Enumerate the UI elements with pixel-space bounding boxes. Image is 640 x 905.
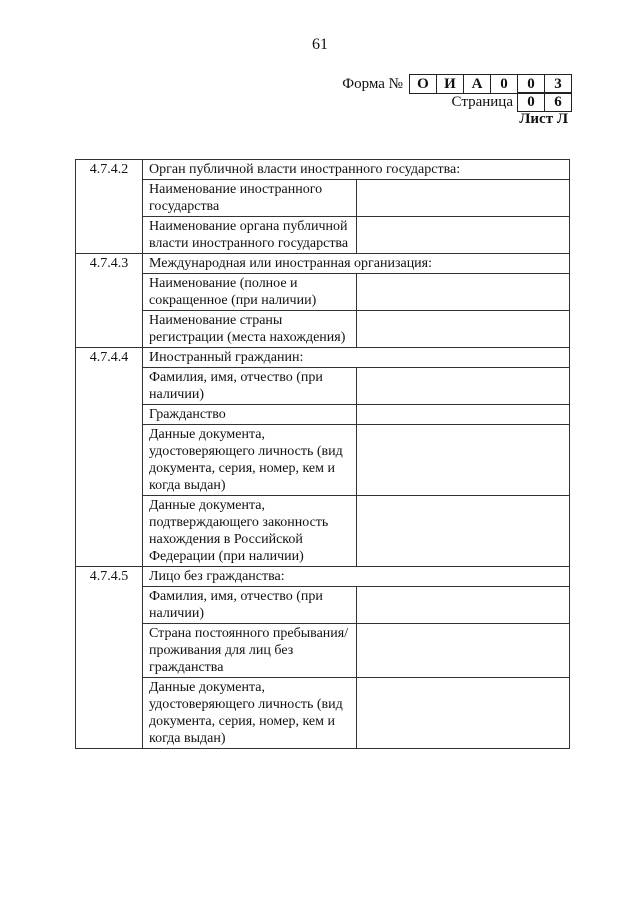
- section-heading: Международная или иностранная организация:: [143, 254, 570, 274]
- field-label: Фамилия, имя, отчество (при наличии): [143, 368, 357, 405]
- field-value-cell[interactable]: [356, 425, 570, 496]
- field-label: Страна постоянного пребывания/проживания для лиц без гражданства: [143, 624, 357, 678]
- field-label: Гражданство: [143, 405, 357, 425]
- section-code: 4.7.4.2: [76, 160, 143, 254]
- field-label: Наименование страны регистрации (места нахождения): [143, 311, 357, 348]
- page-number: 61: [312, 36, 328, 53]
- field-label: Наименование органа публичной власти иностранного государства: [143, 217, 357, 254]
- field-label: Данные документа, подтверждающего законность нахождения в Российской Федерации (при наличии): [143, 496, 357, 567]
- field-row: [76, 678, 570, 749]
- page-cells: [517, 92, 572, 112]
- section-heading: Иностранный гражданин:: [143, 348, 570, 368]
- field-value-cell[interactable]: [356, 678, 570, 749]
- field-label: Наименование (полное и сокращенное (при наличии): [143, 274, 357, 311]
- section-heading-row: [76, 160, 570, 180]
- field-row: [76, 425, 570, 496]
- field-row: [76, 217, 570, 254]
- form-number-line: [342, 74, 572, 94]
- field-row: [76, 368, 570, 405]
- field-row: [76, 624, 570, 678]
- field-row: [76, 180, 570, 217]
- page-cell: 0: [527, 94, 535, 110]
- section-heading: Лицо без гражданства:: [143, 567, 570, 587]
- page-indicator-label: Страница: [451, 93, 513, 110]
- form-code-cell: 0: [517, 75, 544, 93]
- form-number-label: Форма №: [342, 75, 403, 92]
- field-label: Данные документа, удостоверяющего личность (вид документа, серия, номер, кем и когда выдан): [143, 425, 357, 496]
- field-value-cell[interactable]: [356, 180, 570, 217]
- field-row: [76, 496, 570, 567]
- field-row: [76, 274, 570, 311]
- field-row: [76, 587, 570, 624]
- field-row: [76, 405, 570, 425]
- field-label: Фамилия, имя, отчество (при наличии): [143, 587, 357, 624]
- field-value-cell[interactable]: [356, 274, 570, 311]
- section-heading-row: [76, 348, 570, 368]
- field-value-cell[interactable]: [356, 587, 570, 624]
- form-code-cell: 3: [544, 75, 571, 93]
- field-value-cell[interactable]: [356, 217, 570, 254]
- page-indicator-line: [452, 92, 572, 112]
- form-code-cell: 0: [490, 75, 517, 93]
- section-heading-row: [76, 567, 570, 587]
- sheet-label: Лист Л: [519, 111, 568, 127]
- section-heading-row: [76, 254, 570, 274]
- section-code: 4.7.4.5: [76, 567, 143, 749]
- section-code: 4.7.4.3: [76, 254, 143, 348]
- form-code-cell: О: [417, 76, 429, 92]
- form-code-cells: [409, 74, 572, 94]
- field-label: Наименование иностранного государства: [143, 180, 357, 217]
- field-label: Данные документа, удостоверяющего личность (вид документа, серия, номер, кем и когда выдан): [143, 678, 357, 749]
- form-table: [75, 159, 570, 749]
- section-code: 4.7.4.4: [76, 348, 143, 567]
- form-code-cell: А: [463, 75, 490, 93]
- field-value-cell[interactable]: [356, 405, 570, 425]
- field-value-cell[interactable]: [356, 624, 570, 678]
- field-value-cell[interactable]: [356, 368, 570, 405]
- section-heading: Орган публичной власти иностранного государства:: [143, 160, 570, 180]
- field-value-cell[interactable]: [356, 496, 570, 567]
- form-code-cell: И: [436, 75, 463, 93]
- field-row: [76, 311, 570, 348]
- field-value-cell[interactable]: [356, 311, 570, 348]
- page-cell: 6: [544, 93, 571, 111]
